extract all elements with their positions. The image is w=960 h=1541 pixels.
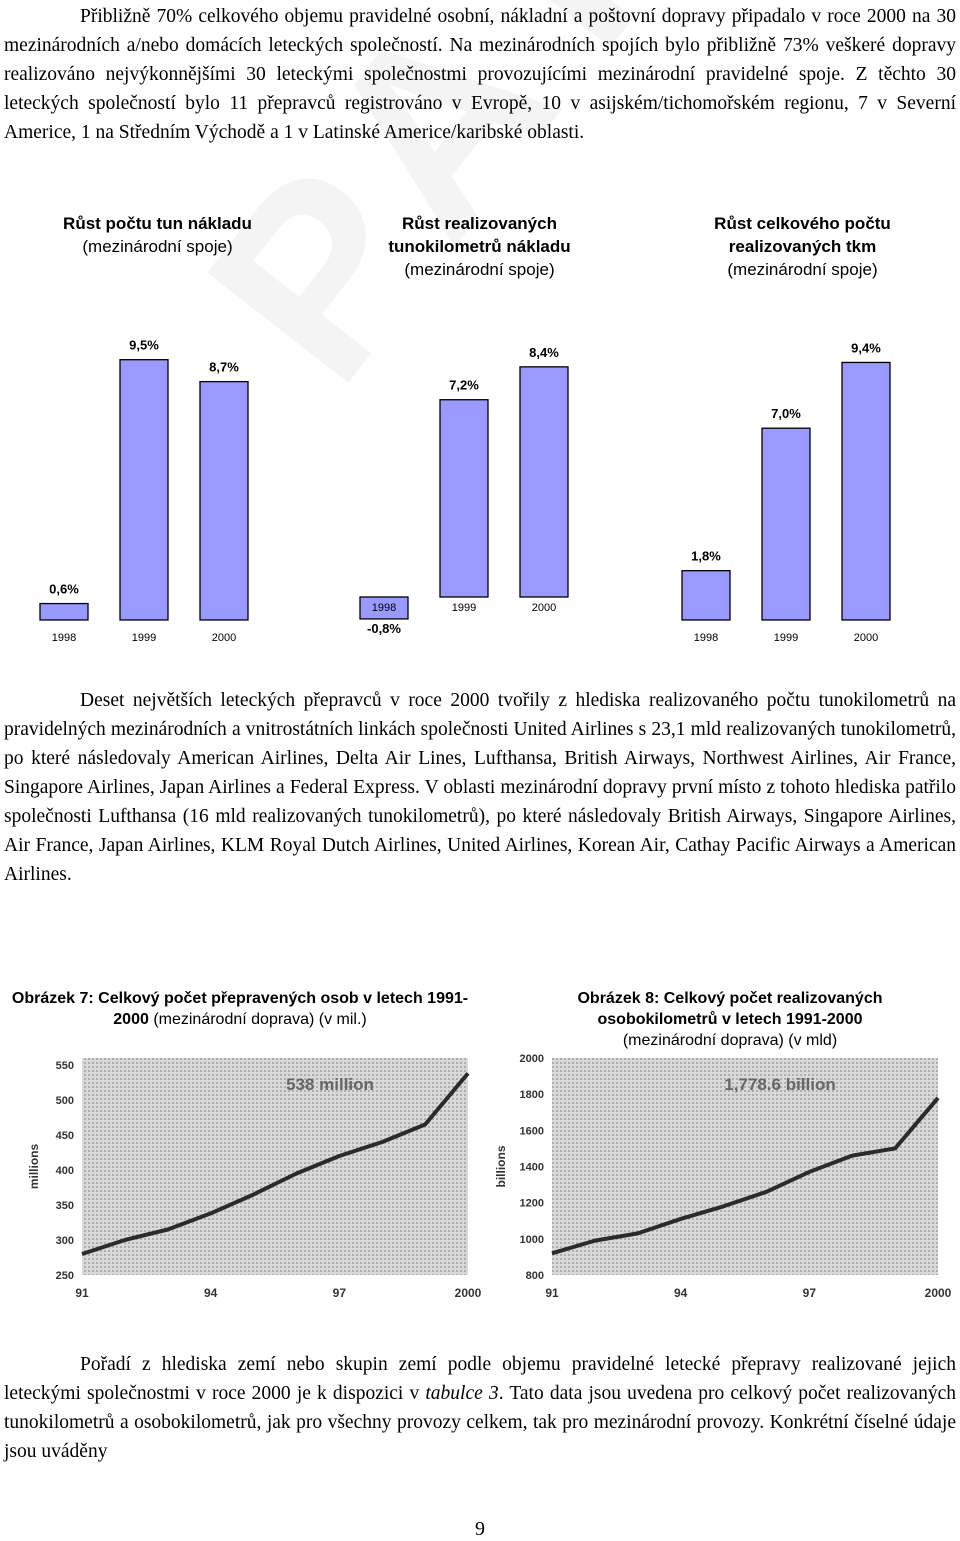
bar-charts — [0, 290, 960, 660]
paragraph-largest-carriers: Deset největších leteckých přepravců v roce 2000 tvořily z hlediska realizovaného počtu tunokilometrů na pravidelných mezinárodních a vnitrostátních linkách společnosti United Airlines s 23,1 mld realizovaných tunokilometrů, po které následovaly American Airlines, Delta Air Lines, Lufthansa, British Airways, Northwest Airlines, Air France, Singapore Airlines, Japan Airlines a Federal Express. V oblasti mezinárodní dopravy první místo z tohoto hlediska patřilo společnosti Lufthansa (16 mld realizovaných tunokilometrů), po které následovaly British Airways, Singapore Airlines, Air France, Japan Airlines, KLM Royal Dutch Airlines, United Airlines, Korean Air, Cathay Pacific Airways a American Airlines. — [4, 690, 956, 885]
figure-8-y-tick: 1600 — [519, 1125, 544, 1138]
x-tick-2-1998: 1998 — [371, 602, 397, 614]
bar-1-1998 — [40, 604, 88, 620]
bar-3-2000 — [842, 362, 890, 620]
paragraph-intro: Přibližně 70% celkového objemu pravidelné osobní, nákladní a poštovní dopravy připadalo v roce 2000 na 30 mezinárodních a/nebo domácích leteckých společností. Na mezinárodních spojích bylo přibližně 73% veškeré dopravy realizováno nejvýkonnějšími 30 leteckými společnostmi provozujícími mezinárodní pravidelné spoje. Z těchto 30 leteckých společností bylo 11 přepravců registrováno v Evropě, 10 v asijském/tichomořském regionu, 7 v Severní Americe, 1 na Středním Východě a 1 v Latinské Americe/karibské oblasti. — [4, 6, 956, 143]
figure-8-y-tick: 2000 — [519, 1053, 544, 1065]
bar-1-1999 — [120, 360, 168, 620]
figure-7-x-tick: 91 — [75, 1286, 89, 1300]
x-tick-3-2000: 2000 — [853, 632, 879, 644]
bar-label-3-1999: 7,0% — [771, 406, 801, 422]
figure-8-y-tick: 1400 — [519, 1161, 544, 1174]
figure-8-annotation: 1,778.6 billion — [724, 1075, 836, 1094]
figure-7-annotation: 538 million — [286, 1075, 374, 1094]
bar-3-1998 — [682, 571, 730, 620]
figure-7-y-tick: 500 — [55, 1095, 74, 1107]
bar-2-2000 — [520, 367, 568, 597]
bar-chart-1-title: Růst počtu tun nákladu (mezinárodní spoje) — [63, 214, 252, 256]
figure-7-x-tick: 94 — [203, 1286, 218, 1300]
figure-8-y-tick: 800 — [525, 1270, 544, 1282]
figure-7-y-tick: 550 — [55, 1060, 74, 1072]
figure-7-y-tick: 300 — [55, 1235, 74, 1247]
x-tick-2-1999: 1999 — [451, 602, 477, 614]
bar-chart-3-title: Růst celkového počtu realizovaných tkm (mezinárodní spoje) — [714, 214, 891, 279]
bar-label-3-2000: 9,4% — [851, 340, 881, 356]
figure-7-x-tick: 2000 — [454, 1286, 482, 1300]
x-tick-1-1998: 1998 — [51, 632, 77, 644]
figure-8-x-tick: 97 — [802, 1286, 817, 1300]
figure-8-y-tick: 1000 — [519, 1233, 544, 1246]
bar-label-3-1998: 1,8% — [691, 548, 721, 564]
bar-label-2-2000: 8,4% — [529, 344, 559, 360]
figure-8-caption: Obrázek 8: Celkový počet realizovaných osobokilometrů v letech 1991-2000 (mezinárodní doprava) (v mld) — [577, 990, 883, 1049]
bar-label-2-1999: 7,2% — [449, 377, 479, 393]
bar-2-1999 — [440, 400, 488, 597]
bar-label-1-1998: 0,6% — [49, 581, 79, 597]
figure-7-y-tick: 450 — [55, 1130, 74, 1142]
figure-7-y-tick: 250 — [55, 1270, 74, 1282]
figure-8-x-tick: 91 — [545, 1286, 559, 1300]
bar-label-1-1999: 9,5% — [129, 337, 159, 353]
figure-7-x-tick: 97 — [332, 1286, 347, 1300]
bar-3-1999 — [762, 428, 810, 620]
bar-label-2-1998: -0,8% — [367, 620, 401, 636]
bar-1-2000 — [200, 382, 248, 620]
figure-7-plot-area — [82, 1058, 468, 1275]
figure-7-y-tick: 350 — [55, 1200, 74, 1212]
figure-8-y-tick: 1200 — [519, 1197, 544, 1210]
figure-8-x-tick: 2000 — [924, 1286, 952, 1300]
bar-label-1-2000: 8,7% — [209, 359, 239, 375]
x-tick-1-2000: 2000 — [211, 632, 237, 644]
x-tick-2-2000: 2000 — [531, 602, 557, 614]
figure-7-y-label: millions — [27, 1143, 41, 1190]
figure-7-caption: Obrázek 7: Celkový počet přepravených osob v letech 1991-2000 (mezinárodní doprava) (v mil.) — [11, 990, 469, 1028]
page-number: 9 — [475, 1518, 485, 1540]
paragraph-country-ranking: Pořadí z hlediska zemí nebo skupin zemí podle objemu pravidelné letecké přepravy realizované jejich leteckými společnostmi v roce 2000 je k dispozici v tabulce 3. Tato data jsou uvedena pro celkový počet realizovaných tunokilometrů a osobokilometrů, jak pro všechny provozy celkem, tak pro mezinárodní provozy. Konkrétní číselné údaje jsou uváděny — [4, 1354, 956, 1462]
x-tick-3-1999: 1999 — [773, 632, 799, 644]
figure-8-x-tick: 94 — [673, 1286, 688, 1300]
figure-7-y-tick: 400 — [55, 1165, 74, 1177]
bar-chart-2-title: Růst realizovaných tunokilometrů nákladu (mezinárodní spoje) — [388, 214, 571, 279]
x-tick-1-1999: 1999 — [131, 632, 157, 644]
line-charts — [0, 1050, 960, 1310]
figure-8-y-tick: 1800 — [519, 1089, 544, 1102]
figure-8-y-label: billions — [494, 1145, 508, 1188]
x-tick-3-1998: 1998 — [693, 632, 719, 644]
